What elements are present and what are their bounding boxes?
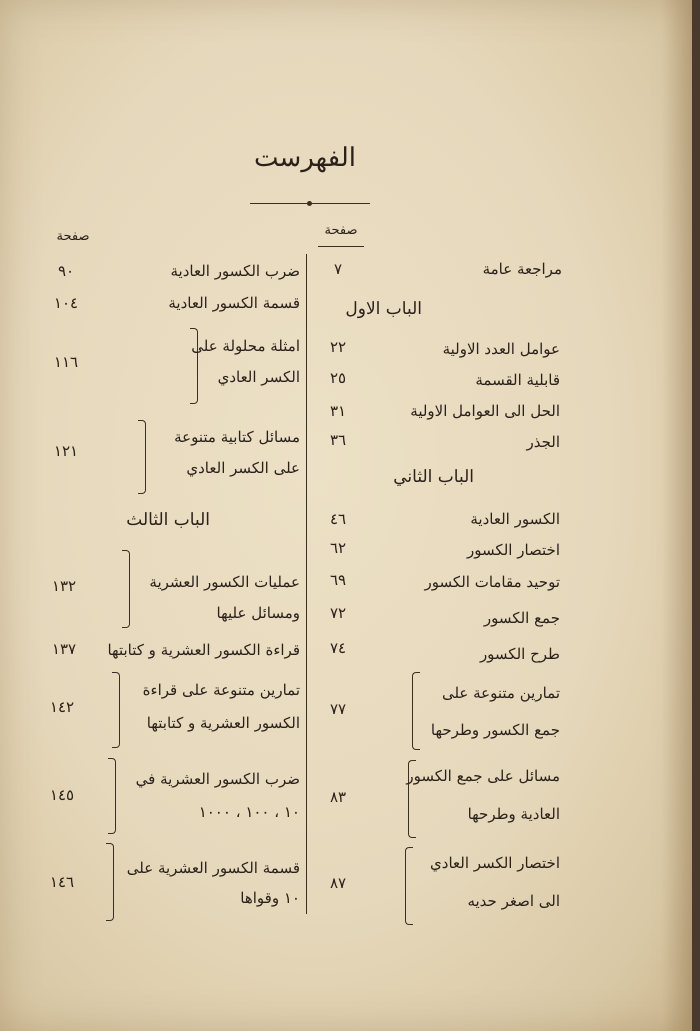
chapter-heading: الباب الثالث [126,510,210,530]
toc-page-number: ١٠٤ [53,294,79,312]
toc-page-number: ١٣٧ [51,640,77,658]
toc-entry: توحيد مقامات الكسور [424,573,560,591]
grouping-brace [108,758,116,834]
right-column-header-underline [318,246,364,247]
toc-entry: قراءة الكسور العشرية و كتابتها [107,641,300,659]
toc-entry-line: مسائل كتابية متنوعة [174,428,300,446]
toc-entry: قابلية القسمة [475,371,560,389]
toc-entry: طرح الكسور [479,645,560,663]
toc-entry-line: تمارين متنوعة على [441,684,560,702]
toc-page-number: ٧٤ [329,639,347,657]
toc-page-number: ٨٣ [329,788,347,806]
toc-entry-line: اختصار الكسر العادي [430,854,560,872]
toc-entry: ضرب الكسور العادية [170,262,300,280]
page-title: الفهرست [254,143,356,173]
toc-page-number: ٧ [333,260,343,278]
toc-entry: عوامل العدد الاولية [442,340,560,358]
toc-entry-line: ومسائل عليها [216,604,300,622]
toc-entry: جمع الكسور [483,609,560,627]
right-column-header: صفحة [324,223,358,238]
grouping-brace [405,847,413,925]
toc-entry-line: على الكسر العادي [186,459,300,477]
chapter-heading: الباب الثاني [393,467,474,487]
toc-entry: الحل الى العوامل الاولية [410,402,560,420]
toc-page-number: ٧٢ [329,604,347,622]
toc-entry-line: ضرب الكسور العشرية في [135,770,300,788]
toc-entry-line: ١٠ ، ١٠٠ ، ١٠٠٠ [198,803,300,821]
grouping-brace [112,672,120,748]
grouping-brace [138,420,146,494]
toc-page-number: ٣٦ [329,431,347,449]
page-edge-stain [662,0,692,1031]
grouping-brace [412,672,420,750]
toc-page-number: ٩٠ [57,262,75,280]
toc-entry-line: عمليات الكسور العشرية [149,573,300,591]
toc-entry-line: امثلة محلولة على [191,337,300,355]
toc-page-number: ١٤٥ [49,786,75,804]
grouping-brace [106,843,114,921]
title-ornament-rule [250,203,370,204]
toc-page-number: ٨٧ [329,874,347,892]
toc-entry-line: الكسر العادي [217,368,300,386]
toc-entry: الكسور العادية [470,510,560,528]
toc-entry-line: تمارين متنوعة على قراءة [142,681,300,699]
toc-page-number: ١٣٢ [51,577,77,595]
toc-entry-line: ١٠ وقواها [240,889,300,907]
chapter-heading: الباب الاول [345,299,422,319]
left-column-header: صفحة [56,229,90,244]
toc-entry: قسمة الكسور العادية [168,294,300,312]
toc-page-number: ٢٢ [329,338,347,356]
grouping-brace [122,550,130,628]
toc-page-number: ٦٩ [329,571,347,589]
toc-page-number: ٦٢ [329,539,347,557]
toc-entry: اختصار الكسور [467,541,560,559]
column-divider [306,254,307,914]
toc-page-number: ١١٦ [53,353,79,371]
toc-entry-line: مسائل على جمع الكسور [406,767,560,785]
toc-page-number: ٧٧ [329,700,347,718]
toc-page-number: ١٢١ [53,442,79,460]
toc-page-number: ٣١ [329,402,347,420]
toc-entry-line: العادية وطرحها [467,805,560,823]
toc-entry: الجذر [526,433,560,451]
toc-entry-line: الى اصغر حديه [467,892,560,910]
toc-entry: مراجعة عامة [482,260,562,278]
toc-page-number: ١٤٦ [49,873,75,891]
toc-page-number: ٢٥ [329,369,347,387]
toc-entry-line: الكسور العشرية و كتابتها [146,714,300,732]
toc-page-number: ٤٦ [329,510,347,528]
toc-entry-line: قسمة الكسور العشرية على [126,859,300,877]
toc-page-number: ١٤٢ [49,698,75,716]
toc-entry-line: جمع الكسور وطرحها [430,721,560,739]
